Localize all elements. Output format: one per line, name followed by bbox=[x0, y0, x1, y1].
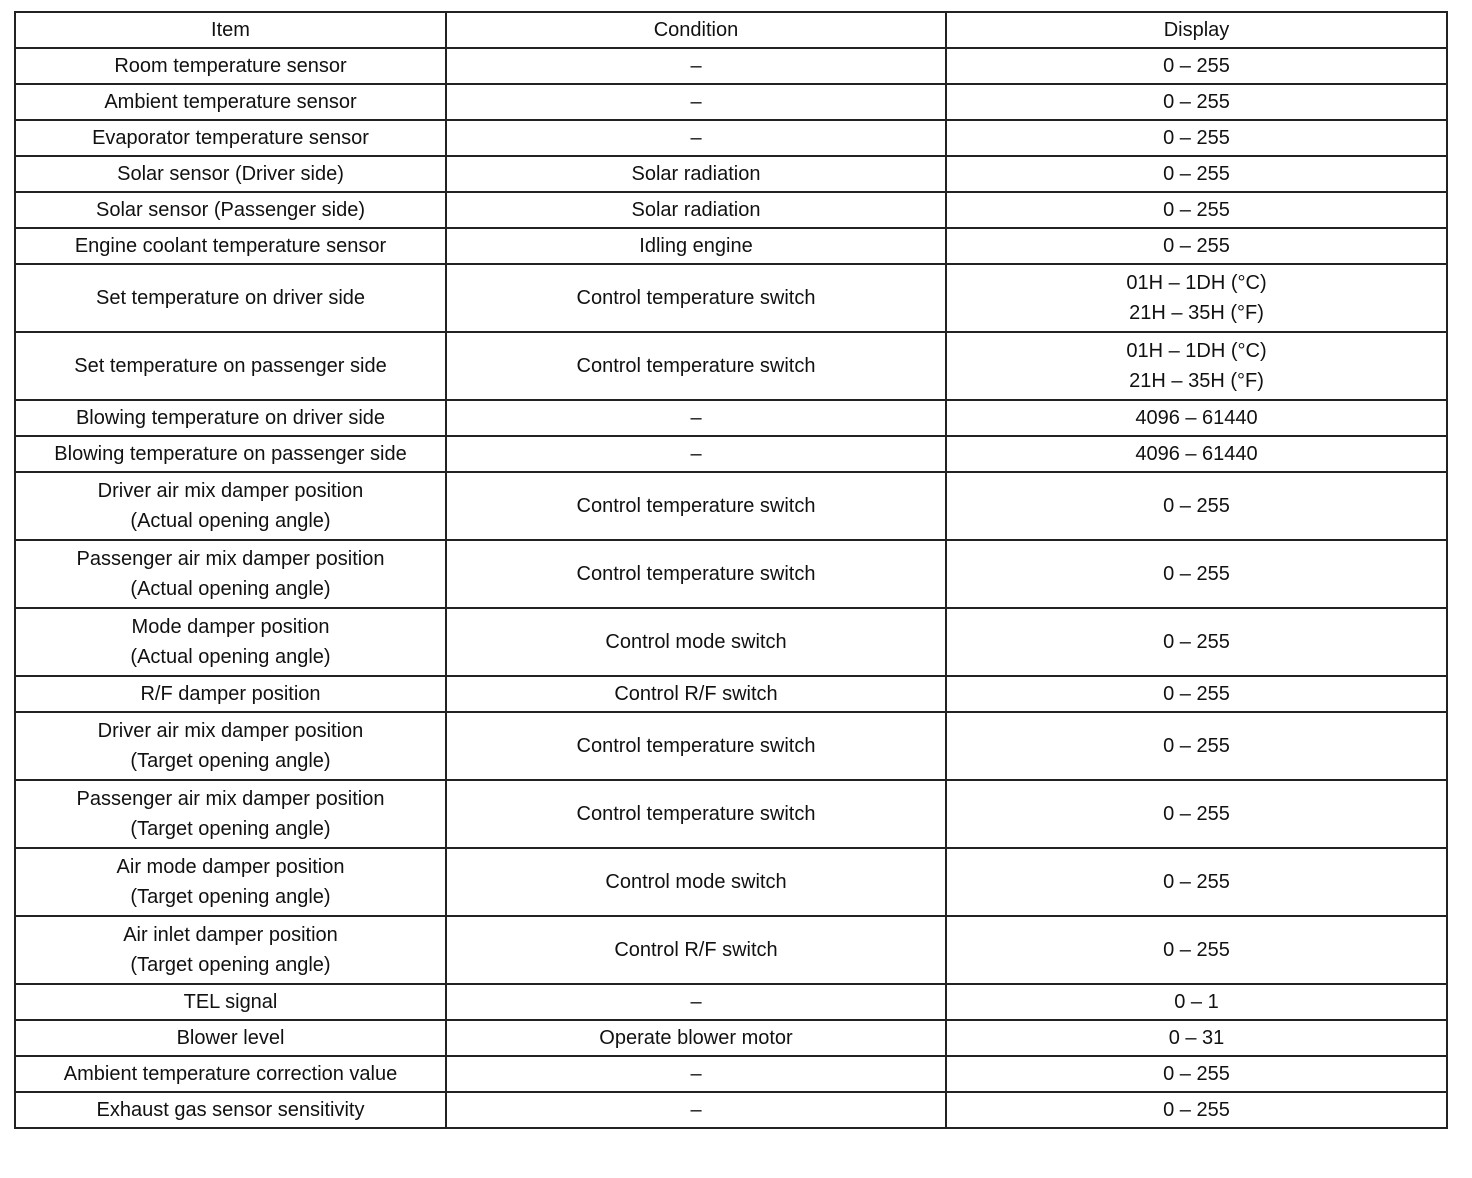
item-cell bbox=[15, 156, 446, 192]
display-text: 0 – 255 bbox=[1163, 735, 1230, 757]
table-row bbox=[15, 472, 1447, 540]
display-text: 21H – 35H (°F) bbox=[1129, 370, 1264, 392]
item-text: Passenger air mix damper position bbox=[76, 788, 385, 810]
table-row bbox=[15, 84, 1447, 120]
display-cell bbox=[946, 48, 1447, 84]
item-cell bbox=[15, 84, 446, 120]
condition-cell: Control temperature switch bbox=[446, 264, 946, 332]
table-row bbox=[15, 264, 1447, 332]
table-row bbox=[15, 1092, 1447, 1128]
table-row bbox=[15, 120, 1447, 156]
item-text: Air mode damper position bbox=[116, 856, 345, 878]
header-item: Item bbox=[15, 12, 446, 48]
condition-cell: Control mode switch bbox=[446, 608, 946, 676]
display-text: 0 – 255 bbox=[1163, 939, 1230, 961]
display-text: 0 – 1 bbox=[1174, 991, 1219, 1013]
display-cell bbox=[946, 472, 1447, 540]
display-cell bbox=[946, 1056, 1447, 1092]
item-cell bbox=[15, 436, 446, 472]
condition-cell: – bbox=[446, 1092, 946, 1128]
table-row bbox=[15, 192, 1447, 228]
display-cell bbox=[946, 228, 1447, 264]
condition-cell: Control temperature switch bbox=[446, 332, 946, 400]
table-row bbox=[15, 332, 1447, 400]
item-cell bbox=[15, 916, 446, 984]
item-text: Air inlet damper position bbox=[123, 924, 338, 946]
item-text: (Target opening angle) bbox=[130, 818, 331, 840]
table-row bbox=[15, 48, 1447, 84]
display-cell bbox=[946, 712, 1447, 780]
table-row bbox=[15, 156, 1447, 192]
item-text: Set temperature on passenger side bbox=[74, 355, 387, 377]
item-text: TEL signal bbox=[183, 991, 278, 1013]
table-row bbox=[15, 540, 1447, 608]
display-cell bbox=[946, 436, 1447, 472]
table-row bbox=[15, 1056, 1447, 1092]
condition-cell: – bbox=[446, 1056, 946, 1092]
display-text: 0 – 255 bbox=[1163, 1099, 1230, 1121]
item-text: (Target opening angle) bbox=[130, 886, 331, 908]
condition-cell: – bbox=[446, 400, 946, 436]
display-cell bbox=[946, 984, 1447, 1020]
item-text: Solar sensor (Driver side) bbox=[117, 163, 344, 185]
item-text: Ambient temperature sensor bbox=[104, 91, 357, 113]
table-row bbox=[15, 608, 1447, 676]
display-text: 4096 – 61440 bbox=[1135, 407, 1258, 429]
condition-cell: – bbox=[446, 84, 946, 120]
item-cell bbox=[15, 400, 446, 436]
item-text: Mode damper position bbox=[131, 616, 330, 638]
item-cell bbox=[15, 1056, 446, 1092]
item-cell bbox=[15, 780, 446, 848]
item-text: Ambient temperature correction value bbox=[63, 1063, 398, 1085]
display-text: 0 – 255 bbox=[1163, 127, 1230, 149]
header-display: Display bbox=[946, 12, 1447, 48]
item-cell bbox=[15, 472, 446, 540]
item-text: Blowing temperature on driver side bbox=[75, 407, 386, 429]
item-cell bbox=[15, 712, 446, 780]
display-text: 01H – 1DH (°C) bbox=[1126, 340, 1267, 362]
table-row bbox=[15, 400, 1447, 436]
item-text: Engine coolant temperature sensor bbox=[74, 235, 387, 257]
display-text: 01H – 1DH (°C) bbox=[1126, 272, 1267, 294]
table-row bbox=[15, 712, 1447, 780]
display-cell bbox=[946, 156, 1447, 192]
display-text: 0 – 255 bbox=[1163, 871, 1230, 893]
item-cell bbox=[15, 1092, 446, 1128]
table-row bbox=[15, 984, 1447, 1020]
item-cell bbox=[15, 540, 446, 608]
display-text: 0 – 255 bbox=[1163, 631, 1230, 653]
display-text: 0 – 255 bbox=[1163, 1063, 1230, 1085]
data-monitor-table bbox=[14, 11, 1448, 1129]
item-text: (Actual opening angle) bbox=[130, 578, 331, 600]
table-row bbox=[15, 1020, 1447, 1056]
item-text: Set temperature on driver side bbox=[95, 287, 366, 309]
item-cell bbox=[15, 608, 446, 676]
header-row bbox=[15, 12, 1447, 48]
item-text: (Target opening angle) bbox=[130, 750, 331, 772]
display-cell bbox=[946, 780, 1447, 848]
display-cell bbox=[946, 848, 1447, 916]
condition-cell: Control R/F switch bbox=[446, 916, 946, 984]
condition-cell: Control temperature switch bbox=[446, 472, 946, 540]
display-cell bbox=[946, 84, 1447, 120]
item-cell bbox=[15, 192, 446, 228]
table-row bbox=[15, 916, 1447, 984]
display-text: 0 – 31 bbox=[1168, 1027, 1225, 1049]
display-cell bbox=[946, 192, 1447, 228]
item-text: (Actual opening angle) bbox=[130, 510, 331, 532]
item-text: Exhaust gas sensor sensitivity bbox=[96, 1099, 365, 1121]
display-text: 0 – 255 bbox=[1163, 55, 1230, 77]
item-cell bbox=[15, 264, 446, 332]
display-text: 0 – 255 bbox=[1163, 563, 1230, 585]
item-cell bbox=[15, 332, 446, 400]
item-cell bbox=[15, 1020, 446, 1056]
condition-cell: Operate blower motor bbox=[446, 1020, 946, 1056]
item-text: Driver air mix damper position bbox=[97, 480, 364, 502]
display-text: 4096 – 61440 bbox=[1135, 443, 1258, 465]
condition-cell: – bbox=[446, 48, 946, 84]
condition-cell: Control temperature switch bbox=[446, 540, 946, 608]
display-text: 0 – 255 bbox=[1163, 163, 1230, 185]
item-text: (Actual opening angle) bbox=[130, 646, 331, 668]
display-text: 21H – 35H (°F) bbox=[1129, 302, 1264, 324]
display-text: 0 – 255 bbox=[1163, 803, 1230, 825]
display-cell bbox=[946, 400, 1447, 436]
item-text: Blowing temperature on passenger side bbox=[54, 443, 407, 465]
condition-cell: Idling engine bbox=[446, 228, 946, 264]
display-cell bbox=[946, 120, 1447, 156]
table-row bbox=[15, 228, 1447, 264]
item-text: (Target opening angle) bbox=[130, 954, 331, 976]
display-text: 0 – 255 bbox=[1163, 235, 1230, 257]
item-text: Evaporator temperature sensor bbox=[92, 127, 369, 149]
display-cell bbox=[946, 608, 1447, 676]
header-condition: Condition bbox=[446, 12, 946, 48]
condition-cell: Control R/F switch bbox=[446, 676, 946, 712]
item-text: Room temperature sensor bbox=[114, 55, 347, 77]
table-row bbox=[15, 780, 1447, 848]
table-body bbox=[15, 12, 1447, 1128]
display-text: 0 – 255 bbox=[1163, 199, 1230, 221]
display-cell bbox=[946, 332, 1447, 400]
display-cell bbox=[946, 916, 1447, 984]
condition-cell: – bbox=[446, 120, 946, 156]
item-text: R/F damper position bbox=[140, 683, 321, 705]
display-cell bbox=[946, 1092, 1447, 1128]
condition-cell: Control mode switch bbox=[446, 848, 946, 916]
item-cell bbox=[15, 848, 446, 916]
data-monitor-table-container bbox=[14, 11, 1448, 1129]
item-text: Blower level bbox=[176, 1027, 285, 1049]
condition-cell: Solar radiation bbox=[446, 192, 946, 228]
table-row bbox=[15, 848, 1447, 916]
item-cell bbox=[15, 48, 446, 84]
condition-cell: – bbox=[446, 436, 946, 472]
item-text: Solar sensor (Passenger side) bbox=[95, 199, 365, 221]
display-text: 0 – 255 bbox=[1163, 683, 1230, 705]
display-text: 0 – 255 bbox=[1163, 91, 1230, 113]
display-cell bbox=[946, 1020, 1447, 1056]
display-cell bbox=[946, 264, 1447, 332]
item-cell bbox=[15, 120, 446, 156]
item-text: Driver air mix damper position bbox=[97, 720, 364, 742]
display-cell bbox=[946, 676, 1447, 712]
condition-cell: Control temperature switch bbox=[446, 712, 946, 780]
display-cell bbox=[946, 540, 1447, 608]
condition-cell: Control temperature switch bbox=[446, 780, 946, 848]
item-cell bbox=[15, 984, 446, 1020]
item-cell bbox=[15, 676, 446, 712]
table-row bbox=[15, 436, 1447, 472]
display-text: 0 – 255 bbox=[1163, 495, 1230, 517]
item-text: Passenger air mix damper position bbox=[76, 548, 385, 570]
condition-cell: – bbox=[446, 984, 946, 1020]
condition-cell: Solar radiation bbox=[446, 156, 946, 192]
table-row bbox=[15, 676, 1447, 712]
item-cell bbox=[15, 228, 446, 264]
